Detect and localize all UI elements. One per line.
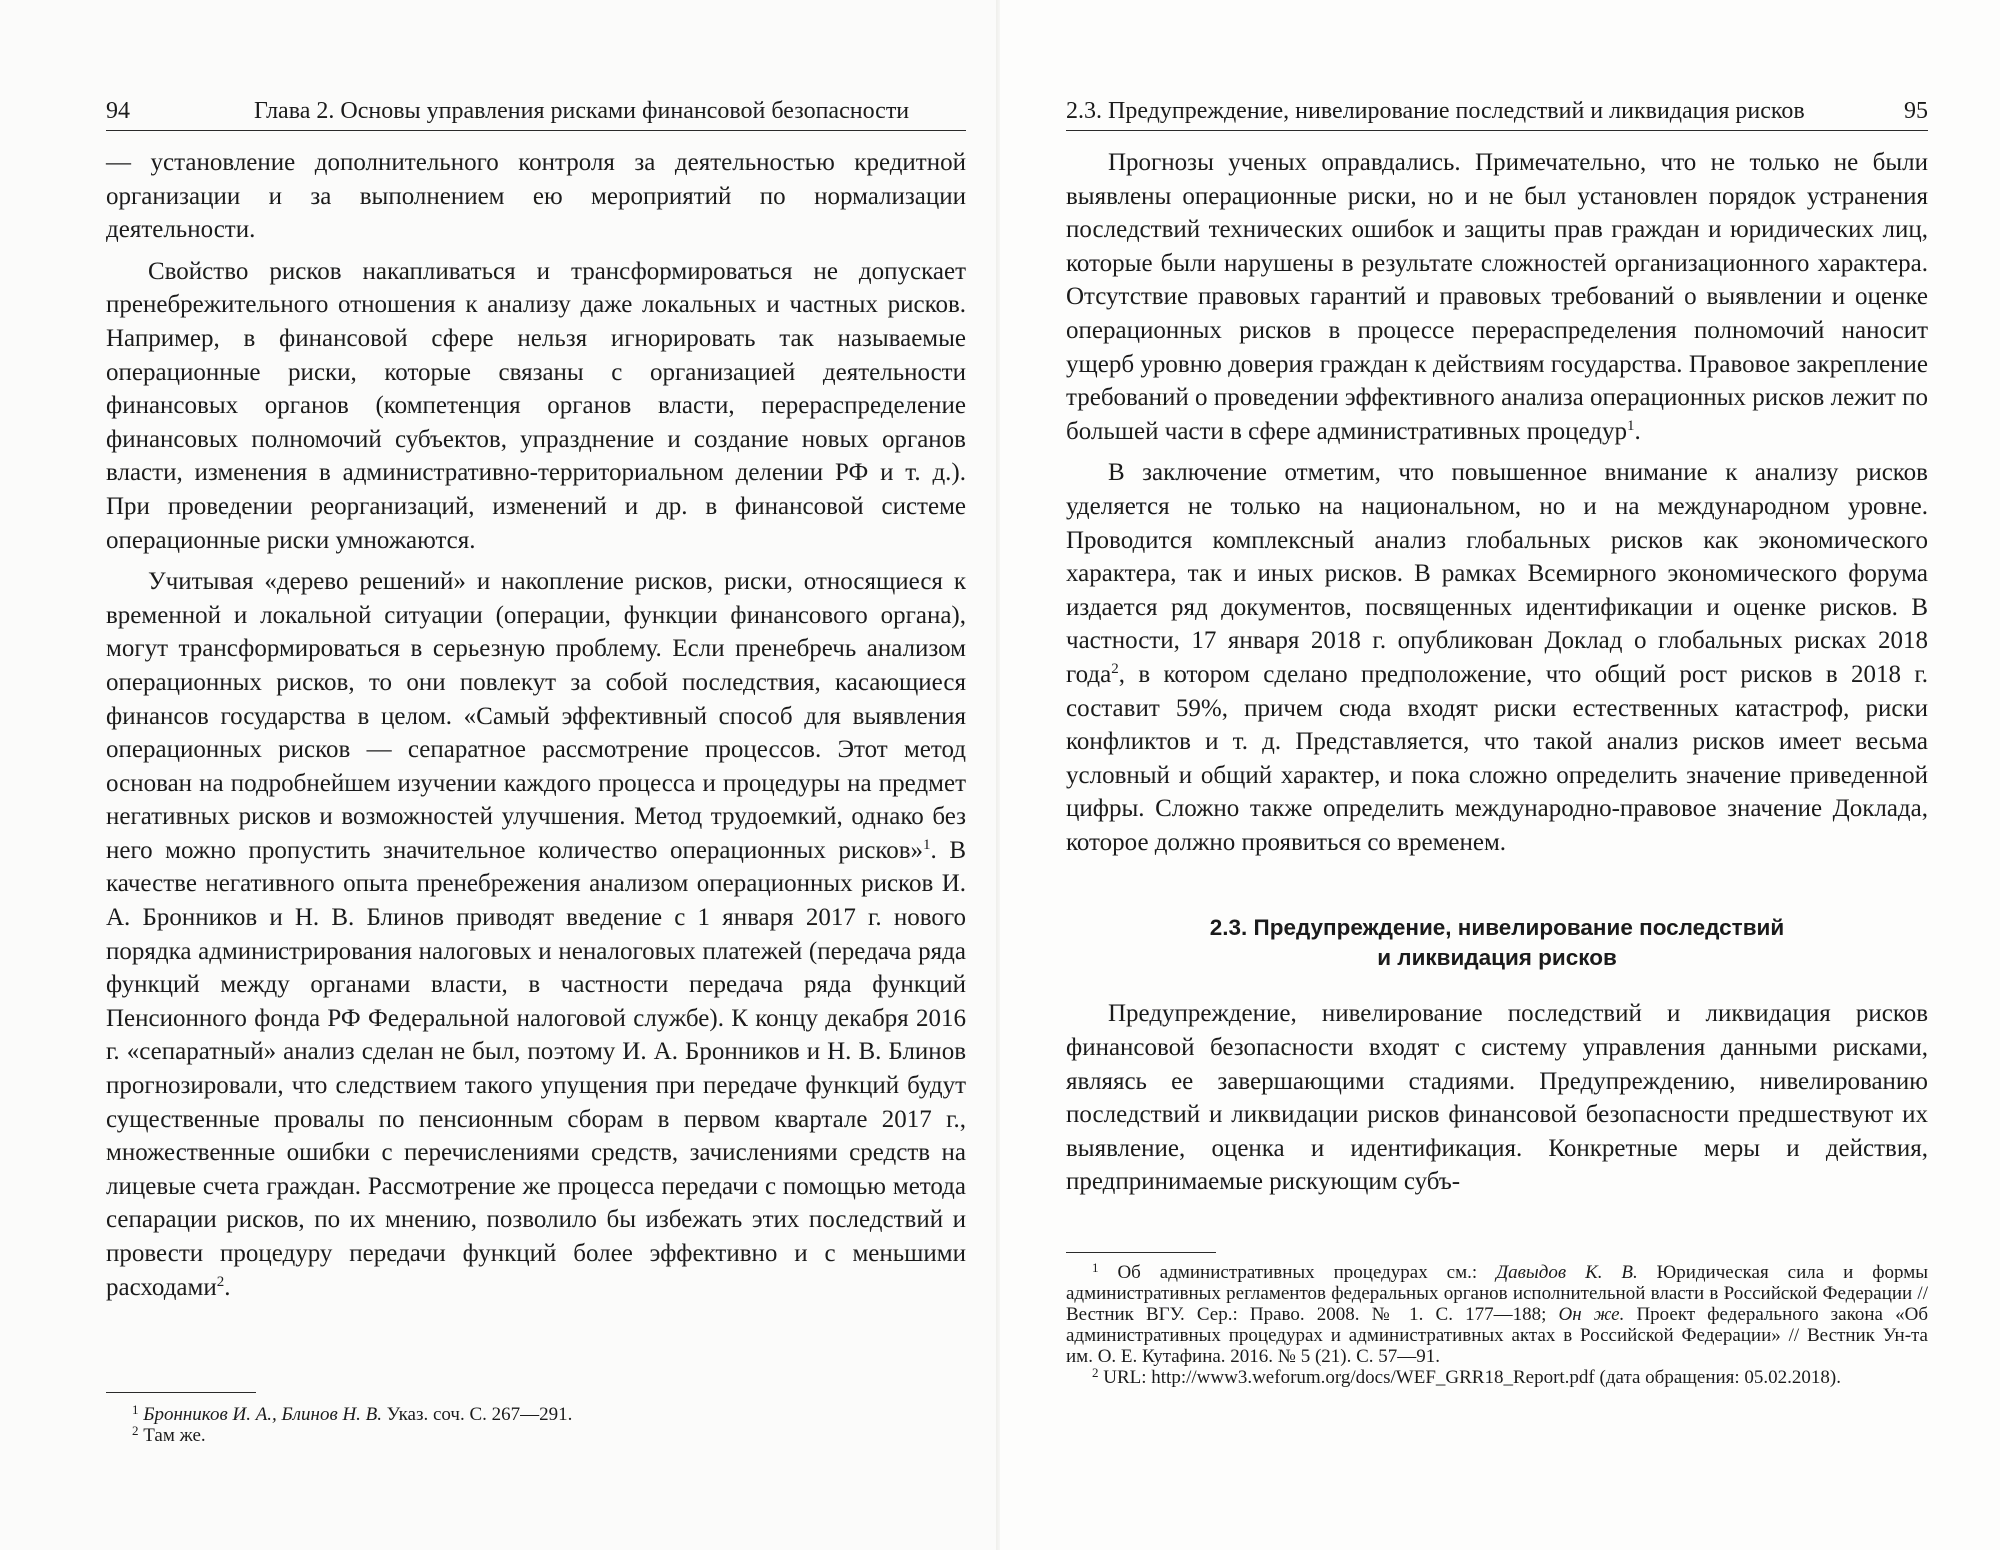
footnote-text: Проект федерального закона «Об административных процедурах и административных актах в Российской Федерации» // Вестник Ун-та им. О. Е. Кутафина. 2016. № 5 (21). С. 57—91. bbox=[1066, 1304, 1928, 1367]
footnote-mark: 1 bbox=[923, 836, 931, 853]
footnote bbox=[1066, 1262, 1928, 1367]
paragraph-text: Учитывая «дерево решений» и накопление рисков, риски, относящиеся к временной и локальной ситуации (операции, функции финансового органа), могут трансформироваться в серьезную проблему. Если пренебречь анализом операционных рисков, то они повлекут за собой последствия, касающиеся финансов государства в целом. «Самый эффективный способ для выявления операционных рисков — сепаратное рассмотрение процессов. Этот метод основан на подробнейшем изучении каждого процесса и процедуры на предмет негативных рисков и возможностей улучшения. Метод трудоемкий, однако без него можно пропустить значительное количество операционных рисков» bbox=[106, 568, 966, 864]
footnote-mark: 2 bbox=[216, 1273, 225, 1290]
footnote-mark: 2 bbox=[1111, 660, 1119, 677]
footnote-mark: 1 bbox=[1627, 417, 1635, 434]
left-header-title: Глава 2. Основы управления рисками финансовой безопасности bbox=[254, 98, 910, 124]
right-page bbox=[1000, 0, 2000, 1550]
footnote bbox=[106, 1425, 966, 1446]
footnote-text: Юридическая сила и формы административных регламентов федеральных органов исполнительной власти в Российской Федерации // Вестник ВГУ. Сер.: Право. 2008. № 1. С. 177—188; bbox=[1066, 1262, 1929, 1325]
left-running-header bbox=[106, 96, 966, 131]
paragraph: Учитывая «дерево решений» и накопление рисков, риски, относящиеся к временной и локальной ситуации (операции, функции финансового органа), могут трансформироваться в серьезную проблему. Если пренебречь анализом операционных рисков, то они повлекут за собой последствия, касающиеся финансов государства в целом. «Самый эффективный способ для выявления операционных рисков — сепаратное рассмотрение процессов. Этот метод основан на подробнейшем изучении каждого процесса и процедуры на предмет негативных рисков и возможностей улучшения. Метод трудоемкий, однако без него можно пропустить значительное количество операционных рисков»$^1$. В качестве негативного опыта пренебрежения анализом операционных рисков И. А. Бронников и Н. В. Блинов приводят введение с 1 января 2017 г. нового порядка администрирования налоговых и неналоговых платежей (передача ряда функций между органами власти, в частности передача ряда функций Пенсионного фонда РФ Федеральной налоговой службе). К концу декабря 2016 г. «сепаратный» анализ сделан не был, поэтому И. А. Бронников и Н. В. Блинов прогнозировали, что следствием такого упущения при передаче функций будут существенные провалы по пенсионным сборам в первом квартале 2017 г., множественные ошибки с перечислениями средств, зачислениями средств на лицевые счета граждан. Рассмотрение же процесса передачи с помощью метода сепарации рисков, по их мнению, позволило бы избежать этих последствий и провести процедуру передачи функций более эффективно и с меньшими расходами$^2$. bbox=[106, 568, 966, 1301]
footnote-rule bbox=[106, 1392, 256, 1393]
footnote-number: 2 bbox=[132, 1423, 139, 1438]
footnote-author: Он же. bbox=[1558, 1304, 1625, 1325]
paragraph: Свойство рисков накапливаться и трансформироваться не допускает пренебрежительного отношения к анализу даже локальных и частных рисков. Например, в финансовой сфере нельзя игнорировать так называемые операционные риски, которые связаны с организацией деятельности финансовых органов (компетенция органов власти, перераспределение финансовых полномочий субъектов, упразднение и создание новых органов власти, изменения в административно-территориальном делении РФ и т. д.). При проведении реорганизаций, изменений и др. в финансовой системе операционные риски умножаются. bbox=[106, 257, 966, 554]
paragraph-text: В заключение отметим, что повышенное внимание к анализу рисков уделяется не только на национальном, но и на международном уровне. Проводится комплексный анализ глобальных рисков как экономического характера, так и иных рисков. В рамках Всемирного экономического форума издается ряд документов, посвященных идентификации и оценке рисков. В частности, 17 января 2018 г. опубликован Доклад о глобальных рисках 2018 года bbox=[1066, 459, 1928, 688]
footnote-number: 1 bbox=[1092, 1260, 1099, 1275]
right-header-title: 2.3. Предупреждение, нивелирование последствий и ликвидация рисков bbox=[1066, 98, 1805, 124]
right-page-number: 95 bbox=[1904, 98, 1928, 124]
footnote bbox=[1066, 1367, 1928, 1388]
footnote-text: Указ. соч. С. 267—291. bbox=[382, 1404, 573, 1425]
left-footnotes bbox=[106, 1404, 966, 1446]
paragraph-text: Прогнозы ученых оправдались. Примечательно, что не только не были выявлены операционные риски, но и не был установлен порядок устранения последствий технических ошибок и защиты прав граждан и юридических лиц, которые были нарушены в результате сложностей организационного характера. Отсутствие правовых гарантий и правовых требований о выявлении и оценке операционных рисков в процессе перераспределения полномочий наносит ущерб уровню доверия граждан к действиям государства. Правовое закрепление требований о проведении эффективного анализа операционных рисков лежит по большей части в сфере административных процедур bbox=[1066, 149, 1928, 445]
footnote-text: URL: http://www3.weforum.org/docs/WEF_GRR18_Report.pdf (дата обращения: 05.02.2018). bbox=[1103, 1367, 1842, 1388]
footnote-rule bbox=[1066, 1252, 1216, 1253]
footnote-number: 2 bbox=[1092, 1365, 1099, 1380]
paragraph-text: . В качестве негативного опыта пренебрежения анализом операционных рисков И. А. Бронников и Н. В. Блинов приводят введение с 1 января 2017 г. нового порядка администрирования налоговых и неналоговых платежей (передача ряда функций между органами власти, в частности передача ряда функций Пенсионного фонда РФ Федеральной налоговой службе). К концу декабря 2016 г. «сепаратный» анализ сделан не был, поэтому И. А. Бронников и Н. В. Блинов прогнозировали, что следствием такого упущения при передаче функций будут существенные провалы по пенсионным сборам в первом квартале 2017 г., множественные ошибки с перечислениями средств, зачислениями средств на лицевые счета граждан. Рассмотрение же процесса передачи с помощью метода сепарации рисков, по их мнению, позволило бы избежать этих последствий и провести процедуру передачи функций более эффективно и с меньшими расходами bbox=[106, 836, 966, 1301]
footnote-author: Давыдов К. В. bbox=[1496, 1262, 1638, 1283]
footnote-number: 1 bbox=[132, 1402, 139, 1417]
footnote bbox=[106, 1404, 966, 1425]
footnote-author: Бронников И. А., Блинов Н. В. bbox=[143, 1404, 383, 1425]
section-heading-line: и ликвидация рисков bbox=[1377, 945, 1617, 971]
right-body-text bbox=[1066, 146, 1928, 1207]
left-body-text bbox=[106, 146, 966, 1312]
right-footnotes bbox=[1066, 1262, 1928, 1388]
paragraph bbox=[1066, 456, 1928, 859]
paragraph: Прогнозы ученых оправдались. Примечательно, что не только не были выявлены операционные риски, но и не был установлен порядок устранения последствий технических ошибок и защиты прав граждан и юридических лиц, которые были нарушены в результате сложностей организационного характера. Отсутствие правовых гарантий и правовых требований о выявлении и оценке операционных рисков в процессе перераспределения полномочий наносит ущерб уровню доверия граждан к действиям государства. Правовое закрепление требований о проведении эффективного анализа операционных рисков лежит по большей части в сфере административных процедур$^1$. bbox=[1066, 149, 1928, 445]
right-running-header bbox=[1066, 96, 1928, 131]
paragraph-text: , в котором сделано предположение, что общий рост рисков в 2018 г. составит 59%, причем сюда входят риски естественных катастроф, риски конфликтов и т. д. Представляется, что такой анализ рисков имеет весьма условный и общий характер, и пока сложно определить значение приведенной цифры. Сложно также определить международно-правовое значение Доклада, которое должно проявиться со временем. bbox=[1066, 660, 1928, 856]
section-heading bbox=[1066, 913, 1928, 973]
paragraph: — установление дополнительного контроля за деятельностью кредитной организации и за выполнением ею мероприятий по нормализации деятельности. bbox=[106, 149, 966, 244]
footnote-text: Об административных процедурах см.: bbox=[1117, 1262, 1497, 1283]
paragraph: Предупреждение, нивелирование последствий и ликвидация рисков финансовой безопасности входят с систему управления данными рисками, являясь ее завершающими стадиями. Предупреждению, нивелированию последствий и ликвидации рисков финансовой безопасности предшествуют их выявление, оценка и идентификация. Конкретные меры и действия, предпринимаемые рискующим субъ- bbox=[1066, 1000, 1928, 1196]
section-heading-line: 2.3. Предупреждение, нивелирование последствий bbox=[1209, 915, 1785, 941]
left-page-number: 94 bbox=[106, 98, 130, 124]
footnote-text: Там же. bbox=[143, 1425, 206, 1446]
